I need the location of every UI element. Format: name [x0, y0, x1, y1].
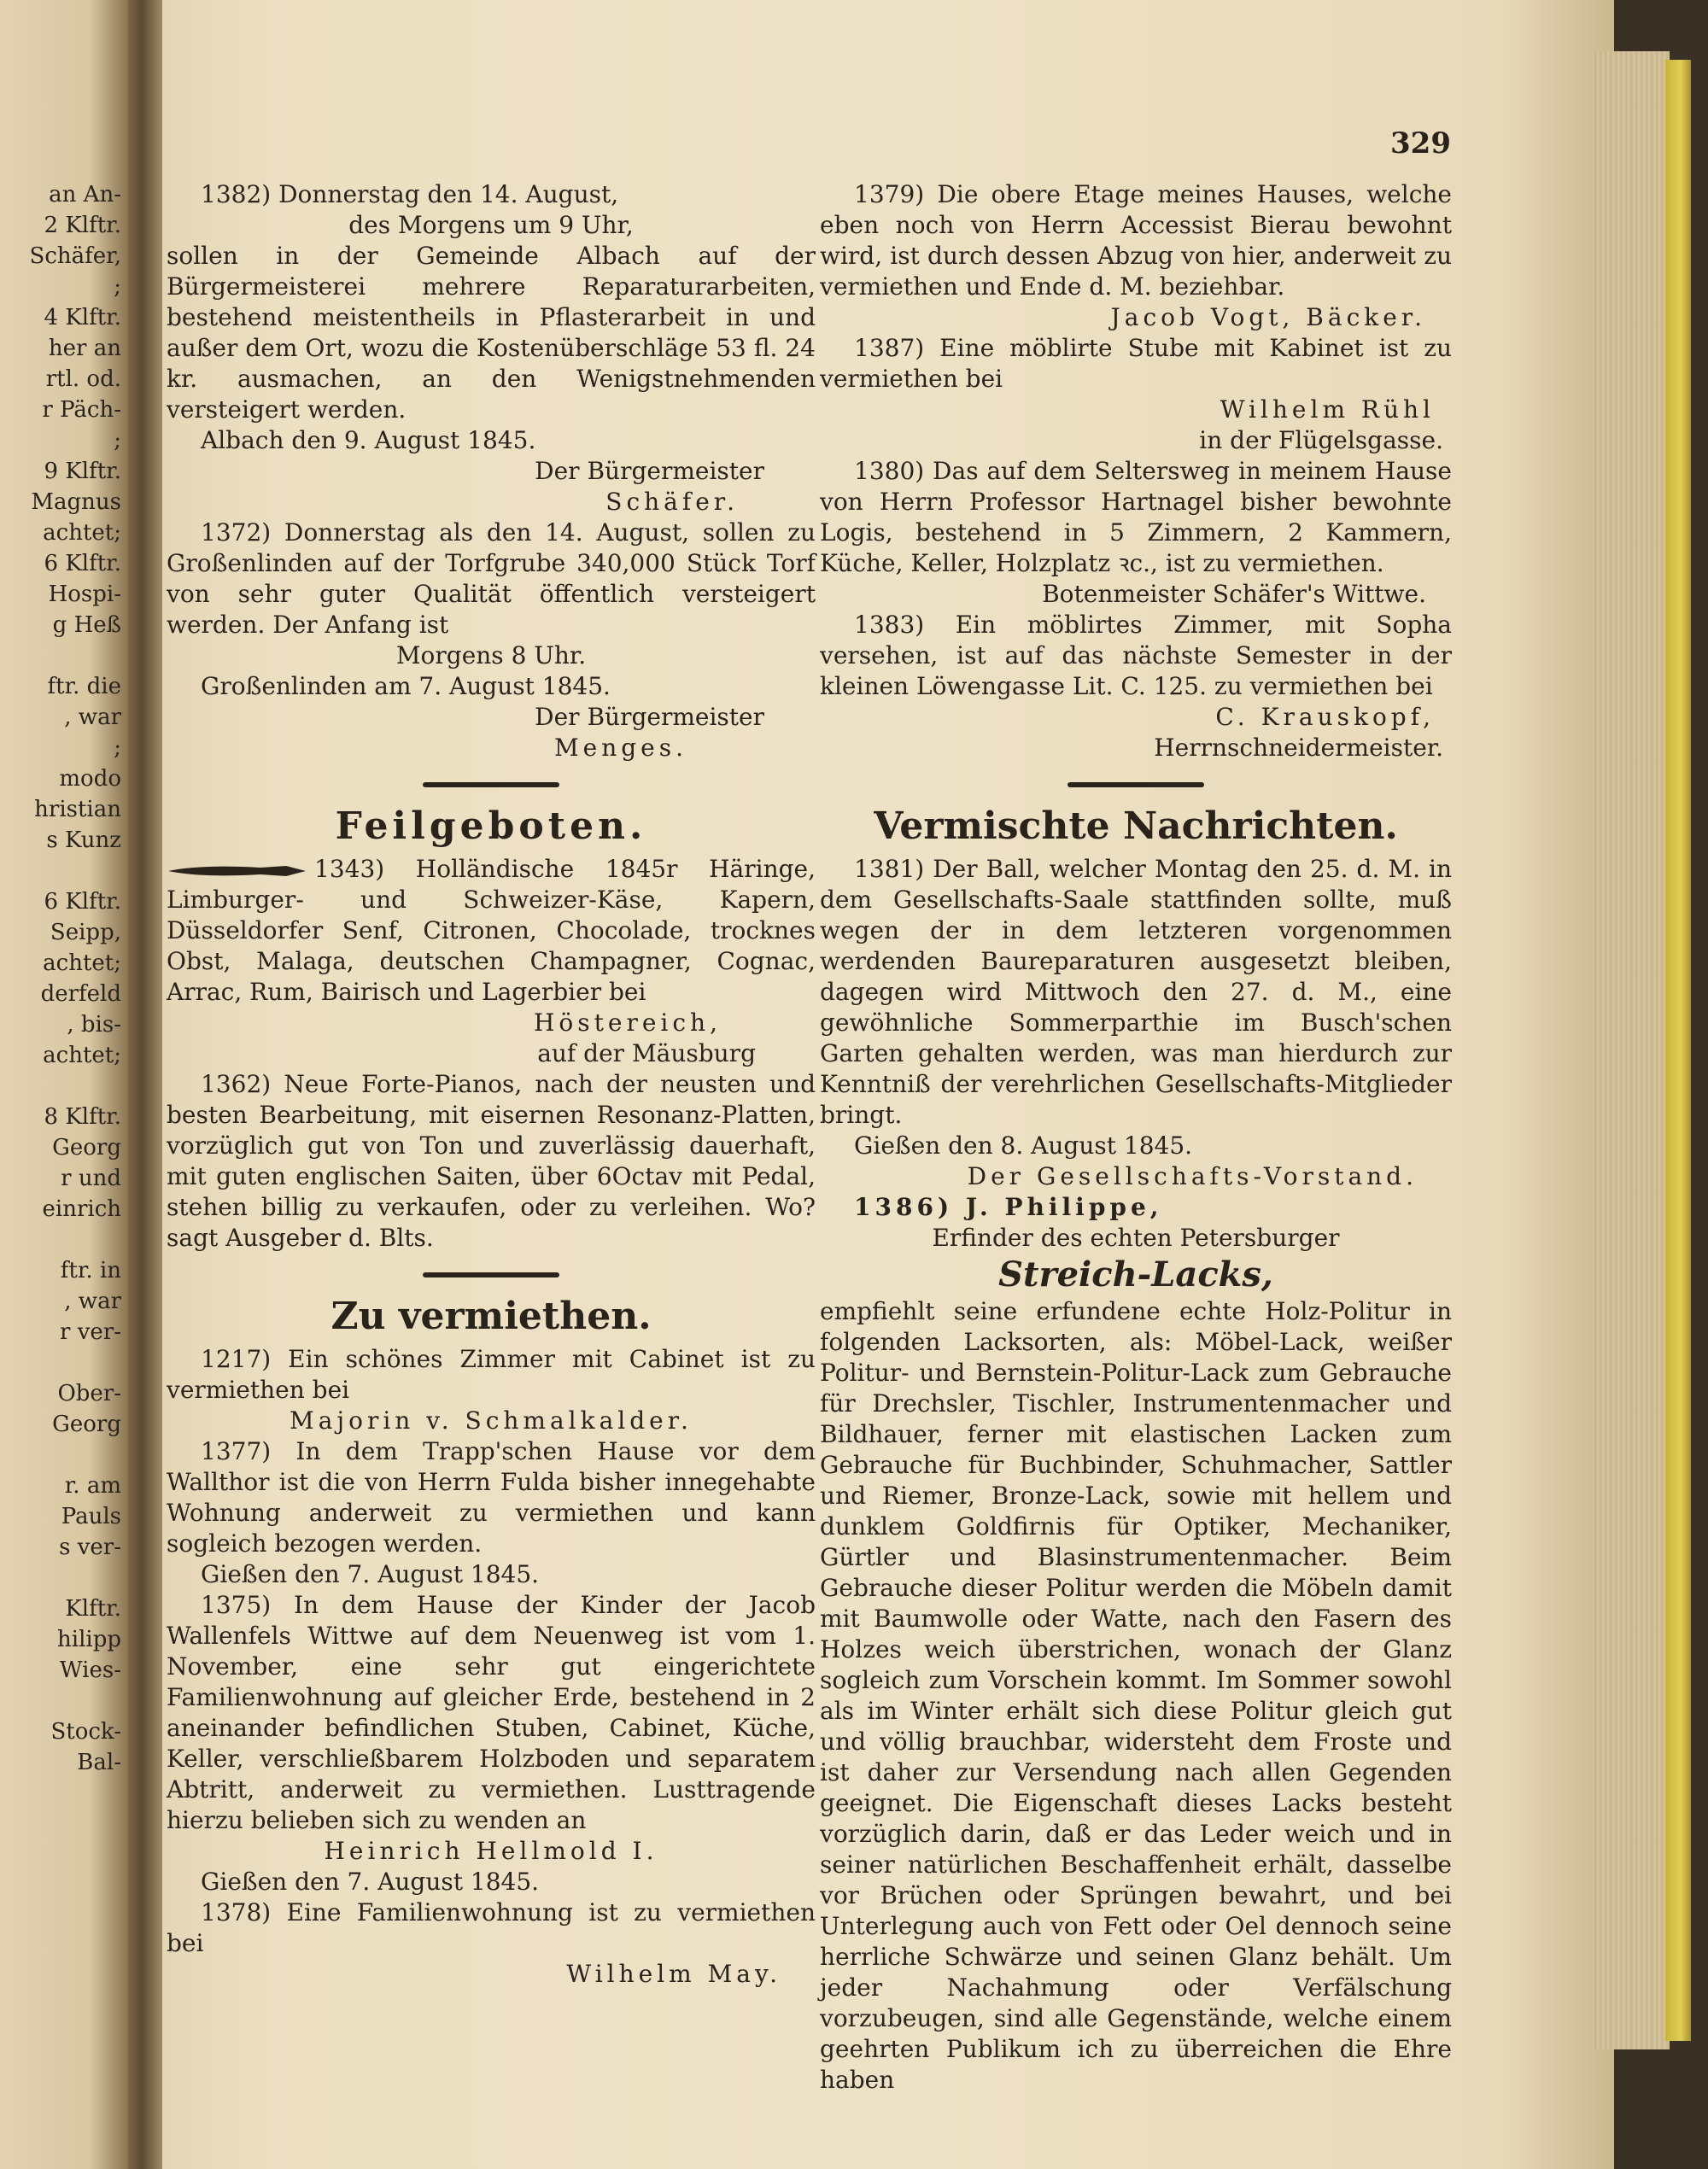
ad-1382-signature-name: Schäfer. [605, 488, 739, 516]
left-column [167, 179, 816, 1990]
left-fragment-line [0, 1563, 128, 1593]
left-fragment-line: 6 Klftr. [44, 551, 121, 576]
ad-1377-body: 1377) In dem Trapp'schen Hause vor dem Wallthor ist die von Herrn Fulda bisher innegehabte Wohnung anderweit zu vermiethen und kann sogleich bezogen werden. [167, 1437, 816, 1558]
left-fragment-line [0, 1225, 128, 1255]
left-fragment-line: 9 Klftr. [44, 459, 121, 484]
section-divider [423, 782, 559, 787]
ad-1387-signature-name: Wilhelm Rühl [1220, 395, 1435, 424]
ad-1379 [820, 179, 1452, 333]
left-fragment-line: Stock- [50, 1719, 121, 1745]
left-fragment-line [0, 1071, 128, 1102]
left-fragment-line: einrich [42, 1196, 121, 1222]
ad-1343 [167, 854, 816, 1069]
ad-1383-signature-name: C. Krauskopf, [1215, 703, 1435, 731]
ad-1343-signature-place: auf der Mäusburg [537, 1039, 756, 1067]
ad-1380-body: 1380) Das auf dem Seltersweg in meinem Hause von Herrn Professor Hartnagel bisher bewohnte Logis, bestehend in 5 Zimmern, 2 Kammern, Küche, Keller, Holzplatz ꝛc., ist zu vermiethen. [820, 457, 1452, 577]
ad-1379-body: 1379) Die obere Etage meines Hauses, welche eben noch von Herrn Accessist Bierau bewohnt wird, ist durch dessen Abzug von hier, anderweit zu vermiethen und Ende d. M. beziehbar. [820, 180, 1452, 301]
left-fragment-line [0, 1686, 128, 1716]
left-fragment-line: Magnus [31, 489, 121, 515]
ad-1372-date: Großenlinden am 7. August 1845. [201, 672, 611, 700]
fish-icon [167, 864, 307, 878]
left-fragment-line: Georg [52, 1135, 121, 1161]
left-fragment-line: s Kunz [46, 827, 121, 853]
ad-1387-signature-address: in der Flügelsgasse. [1199, 426, 1443, 454]
ad-1381-signature: Der Gesellschafts-Vorstand. [967, 1162, 1418, 1190]
ad-1381-body: 1381) Der Ball, welcher Montag den 25. d. M. in dem Gesellschafts-Saale stattfinden sollte, muß wegen der in dem letzteren vorgenommen werdenden Baureparaturen ausgesetzt bleiben, dagegen wird Mittwoch den 27. d. M., eine gewöhnliche Sommerparthie im Busch'schen Garten gehalten werden, was man hierdurch zur Kenntniß der verehrlichen Gesellschafts-Mitglieder bringt. [820, 855, 1452, 1129]
ad-1380 [820, 456, 1452, 610]
left-fragment-line: rtl. od. [45, 366, 121, 392]
left-fragment-line: hristian [34, 797, 121, 822]
left-fragment-line [0, 1348, 128, 1378]
ad-1217-signature: Majorin v. Schmalkalder. [290, 1406, 693, 1435]
ad-1375-body: 1375) In dem Hause der Kinder der Jacob Wallenfels Wittwe auf dem Neuenweg ist vom 1. November, eine sehr gut eingerichtete Familienwohnung auf gleicher Erde, bestehend in 2 aneinander befindlichen Stuben, Cabinet, Küche, Keller, verschließbarem Holzboden und separatem Abtritt, anderweit zu vermiethen. Lusttragende hierzu belieben sich zu wenden an [167, 1591, 816, 1834]
ad-1378-body: 1378) Eine Familienwohnung ist zu vermiethen bei [167, 1898, 816, 1957]
ad-1343-body: 1343) Holländische 1845r Häringe, Limburger- und Schweizer-Käse, Kapern, Düsseldorfer Senf, Citronen, Chocolade, trocknes Obst, Malaga, deutschen Champagner, Cognac, Arrac, Rum, Bairisch und Lagerbier bei [167, 855, 816, 1006]
ad-1383 [820, 610, 1452, 763]
heading-vermischte-nachrichten: Vermischte Nachrichten. [874, 804, 1398, 848]
ad-1362-body: 1362) Neue Forte-Pianos, nach der neusten und besten Bearbeitung, mit eisernen Resonanz-Platten, vorzüglich gut von Ton und zuverlässig dauerhaft, mit guten englischen Saiten, über 6Octav mit Pedal, stehen billig zu verkaufen, oder zu verleihen. Wo? sagt Ausgeber d. Blts. [167, 1070, 816, 1252]
ad-1381-date: Gießen den 8. August 1845. [854, 1131, 1193, 1160]
page-number: 329 [1390, 126, 1451, 161]
left-fragment-line: Wies- [59, 1657, 121, 1683]
ad-1382-line1: 1382) Donnerstag den 14. August, [201, 180, 619, 208]
left-fragment-line: Pauls [61, 1504, 121, 1529]
left-fragment-line: ; [114, 274, 121, 300]
page-edges [1593, 51, 1670, 2049]
left-fragment-line: her an [48, 336, 121, 361]
left-fragment-line: r Päch- [42, 397, 121, 423]
left-fragment-line: 2 Klftr. [44, 213, 121, 238]
left-fragment-line: , war [64, 704, 121, 730]
left-fragment-line: Bal- [77, 1750, 121, 1775]
ad-1383-signature-trade: Herrnschneidermeister. [1154, 734, 1443, 762]
left-fragment-line: , war [64, 1289, 121, 1314]
ad-1382-line2: des Morgens um 9 Uhr, [348, 211, 634, 239]
ad-1217-body: 1217) Ein schönes Zimmer mit Cabinet ist zu vermiethen bei [167, 1345, 816, 1404]
left-fragment-line: hilipp [57, 1627, 121, 1652]
ad-1380-signature: Botenmeister Schäfer's Wittwe. [1042, 580, 1426, 608]
left-fragment-line: r. am [64, 1473, 121, 1499]
ad-1379-signature: Jacob Vogt, Bäcker. [1110, 303, 1426, 331]
ad-1381 [820, 854, 1452, 1192]
ad-1375-date: Gießen den 7. August 1845. [201, 1868, 540, 1896]
left-fragment-line [0, 856, 128, 886]
left-fragment-line: modo [59, 766, 121, 792]
left-fragment-line: Georg [52, 1412, 121, 1437]
left-fragment-line: achtet; [43, 520, 121, 546]
section-divider [1068, 782, 1204, 787]
left-fragment-line: 8 Klftr. [44, 1104, 121, 1130]
ad-1386 [820, 1192, 1452, 2096]
left-fragment-line: 6 Klftr. [44, 889, 121, 915]
left-fragment-line: , bis- [67, 1012, 121, 1038]
section-divider [423, 1272, 559, 1277]
left-fragment-line: Hospi- [48, 582, 121, 607]
left-fragment-line: ; [114, 428, 121, 453]
right-column [820, 179, 1452, 2096]
ad-1362 [167, 1069, 816, 1254]
left-fragment-line: Schäfer, [29, 243, 121, 269]
left-page-text-fragments [0, 179, 128, 1778]
ad-1387-body: 1387) Eine möblirte Stube mit Kabinet ist zu vermiethen bei [820, 334, 1452, 393]
heading-feilgeboten: Feilgeboten. [335, 804, 647, 848]
ad-1386-body: empfiehlt seine erfundene echte Holz-Politur in folgenden Lacksorten, als: Möbel-Lack, weißer Politur- und Bernstein-Politur-Lack zum Gebrauche für Drechsler, Tischler, Instrumentenmacher und Bildhauer, ferner mit elastischen Lacken zum Gebrauche für Buchbinder, Schuhmacher, Sattler und Riemer, Bronze-Lack, sowie mit hellem und dunklem Goldfirnis für Optiker, Mechaniker, Gürtler und Blasinstrumentenmacher. Beim Gebrauche dieser Politur werden die Möbeln damit mit Baumwolle oder Watte, nach den Fasern des Holzes weich überstrichen, wonach der Glanz sogleich zum Vorschein kommt. Im Sommer sowohl als im Winter erhält sich diese Politur gleich gut und völlig brauchbar, widersteht dem Froste und ist daher zur Versendung nach allen Gegenden geeignet. Die Eigenschaft dieses Lacks besteht vorzüglich darin, daß er das Leder weich und in seiner natürlichen Beschaffenheit erhält, dasselbe vor Brüchen oder Sprüngen bewahrt, und bei Unterlegung auch von Fett oder Oel dennoch seine herrliche Schwärze und seinen Glanz behält. Um jeder Nachahmung oder Verfälschung vorzubeugen, sind alle Gegenstände, welche einem geehrten Publikum ich zu überreichen die Ehre haben [820, 1297, 1452, 2094]
left-fragment-line: s ver- [59, 1535, 121, 1560]
ad-1382 [167, 179, 816, 517]
ad-1383-body: 1383) Ein möblirtes Zimmer, mit Sopha versehen, ist auf das nächste Semester in der kleinen Löwengasse Lit. C. 125. zu vermiethen bei [820, 611, 1452, 700]
ad-1375-signature: Heinrich Hellmold I. [324, 1837, 658, 1865]
left-fragment-line: r und [61, 1166, 121, 1191]
left-fragment-line: r ver- [60, 1319, 121, 1345]
ad-1386-line2: Erfinder des echten Petersburger [932, 1224, 1340, 1252]
left-fragment-line: ftr. in [60, 1258, 121, 1283]
left-fragment-line: ; [114, 735, 121, 761]
ad-1378 [167, 1897, 816, 1990]
left-fragment-line: 4 Klftr. [44, 305, 121, 330]
ad-1387 [820, 333, 1452, 456]
left-page-fragment [0, 0, 128, 2169]
left-fragment-line: Seipp, [50, 920, 121, 945]
ad-1382-date: Albach den 9. August 1845. [201, 426, 536, 454]
ad-1372-body: 1372) Donnerstag als den 14. August, sollen zu Großenlinden auf der Torfgrube 340,000 Stück Torf von sehr guter Qualität öffentlich versteigert werden. Der Anfang ist [167, 518, 816, 639]
left-fragment-line: achtet; [43, 950, 121, 976]
ad-1382-body: sollen in der Gemeinde Albach auf der Bürgermeisterei mehrere Reparaturarbeiten, bestehend meistentheils in Pflasterarbeit in und außer dem Ort, wozu die Kostenüberschläge 53 fl. 24 kr. ausmachen, an den Wenigstnehmenden versteigert werden. [167, 242, 816, 424]
left-fragment-line: an An- [49, 182, 121, 208]
left-fragment-line [0, 1440, 128, 1470]
ad-1372-signature-title: Der Bürgermeister [535, 703, 764, 731]
ad-1375 [167, 1590, 816, 1897]
left-fragment-line: Klftr. [65, 1596, 121, 1622]
left-fragment-line: ftr. die [47, 674, 121, 699]
ad-1386-line1: 1386) J. Philippe, [854, 1193, 1163, 1221]
book-edge-yellow [1665, 60, 1691, 2041]
ad-1343-signature-name: Höstereich, [534, 1008, 722, 1037]
ad-1217 [167, 1344, 816, 1436]
left-fragment-line: Ober- [57, 1381, 121, 1406]
ad-1382-signature-title: Der Bürgermeister [535, 457, 764, 485]
heading-zu-vermiethen: Zu vermiethen. [330, 1295, 652, 1338]
ad-1378-signature: Wilhelm May. [566, 1960, 781, 1988]
ad-1386-product-name: Streich-Lacks, [998, 1254, 1273, 1295]
left-fragment-line [0, 640, 128, 671]
left-fragment-line: achtet; [43, 1043, 121, 1068]
ad-1372-time: Morgens 8 Uhr. [395, 641, 587, 669]
left-fragment-line: derfeld [40, 981, 121, 1007]
ad-1372-signature-name: Menges. [553, 734, 687, 762]
book-gutter [128, 0, 162, 2169]
ad-1372 [167, 517, 816, 763]
ad-1377-date: Gießen den 7. August 1845. [201, 1560, 540, 1588]
left-fragment-line: g Heß [52, 612, 121, 638]
ad-1377 [167, 1436, 816, 1590]
